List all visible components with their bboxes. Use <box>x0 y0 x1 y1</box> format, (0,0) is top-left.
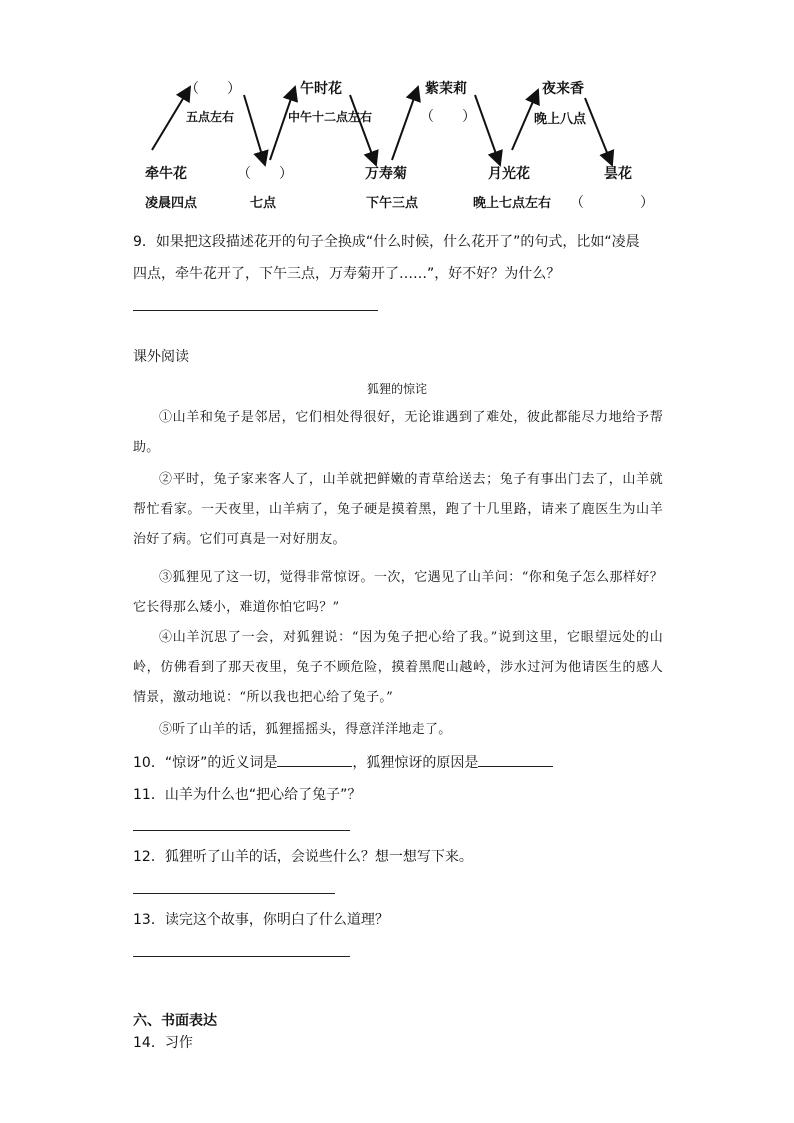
time-lingchen: 凌晨四点 <box>145 196 198 211</box>
time-wanshang-qi: 晚上七点左右 <box>473 196 552 211</box>
arrow-8 <box>585 98 612 165</box>
q10-part2: ，狐狸惊讶的原因是 <box>352 755 479 771</box>
time-wanshang-ba: 晚上八点 <box>534 112 587 127</box>
flower-yueguanghua: 月光花 <box>488 166 530 182</box>
time-zhongwu: 中午十二点左右 <box>288 110 373 124</box>
arrow-6 <box>475 95 500 165</box>
story-paragraph-2: ②平时，兔子家来客人了，山羊就把鲜嫩的青草给送去；兔子有事出门去了，山羊就帮忙看家。一天夜里，山羊病了，兔子硬是摸着黑，跑了十几里路，请来了鹿医生为山羊治好了病。它们可真是一对好朋友。 <box>133 472 663 547</box>
time-wudian: 五点左右 <box>186 110 235 124</box>
blank-2[interactable]: （ ） <box>237 166 293 182</box>
arrow-4 <box>350 95 376 165</box>
q11: 11．山羊为什么也“把心给了兔子”？ <box>133 787 362 803</box>
flower-wanshouju: 万寿菊 <box>365 166 407 182</box>
time-qidian: 七点 <box>250 196 277 211</box>
blank-1[interactable]: （ ） <box>185 81 241 97</box>
flower-tanhua: 昙花 <box>604 166 632 182</box>
story-paragraph-1: ①山羊和兔子是邻居，它们相处得很好，无论谁遇到了难处，彼此都能尽力地给予帮助。 <box>133 410 663 455</box>
arrow-2 <box>244 95 265 165</box>
q9-line1: 9．如果把这段描述花开的句子全换成“什么时候，什么花开了”的句式，比如“凌晨 <box>133 234 640 250</box>
q14: 14．习作 <box>133 1035 193 1051</box>
q9-answer-line[interactable] <box>133 310 378 311</box>
section-6-heading: 六、书面表达 <box>133 1013 217 1029</box>
q12-answer-line[interactable] <box>133 893 335 894</box>
q13: 13．读完这个故事，你明白了什么道理？ <box>133 912 389 928</box>
flower-yelaixiang: 夜来香 <box>542 81 584 97</box>
q12: 12．狐狸听了山羊的话，会说些什么？想一想写下来。 <box>133 849 473 865</box>
q10-part1: 10．“惊讶”的近义词是 <box>133 755 278 771</box>
flower-qianniuhua: 牵牛花 <box>145 166 187 182</box>
q13-answer-line[interactable] <box>133 956 350 957</box>
q11-answer-line[interactable] <box>133 830 350 831</box>
story-title: 狐狸的惊诧 <box>366 382 427 396</box>
story-paragraph-4: ④山羊沉思了一会，对狐狸说：“因为兔子把心给了我。”说到这里，它眼望远处的山岭，仿佛看到了那天夜里，兔子不顾危险，摸着黑爬山越岭，涉水过河为他请医生的感人情景，激动地说：“所以我也把心给了兔子。” <box>133 630 663 705</box>
q10 <box>133 752 553 773</box>
flower-zimoli: 紫茉莉 <box>425 81 467 97</box>
q10-blank-1[interactable] <box>277 752 352 767</box>
story-paragraph-3: ③狐狸见了这一切，觉得非常惊讶。一次，它遇见了山羊问：“你和兔子怎么那样好？它长得那么矮小，难道你怕它吗？” <box>133 570 663 615</box>
extra-reading-heading: 课外阅读 <box>133 349 189 365</box>
q9-line2: 四点，牵牛花开了，下午三点，万寿菊开了……”，好不好？为什么？ <box>133 266 561 282</box>
story-paragraph-5: ⑤听了山羊的话，狐狸摇摇头，得意洋洋地走了。 <box>159 722 452 737</box>
q10-blank-2[interactable] <box>478 752 553 767</box>
time-xiawu: 下午三点 <box>366 196 419 211</box>
blank-4[interactable]: （ ） <box>570 195 654 211</box>
blank-3[interactable]: （ ） <box>420 109 476 125</box>
flower-wushihua: 午时花 <box>300 81 342 97</box>
arrow-5 <box>392 87 418 160</box>
